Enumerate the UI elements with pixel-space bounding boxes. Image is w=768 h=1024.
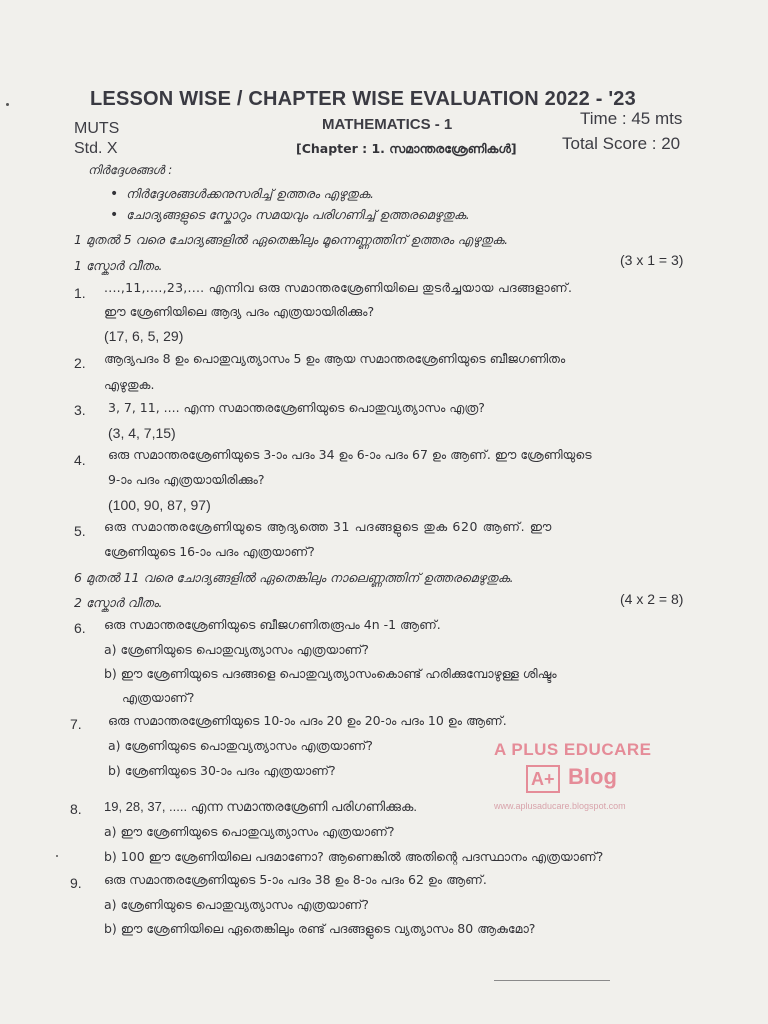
q5-line1: ഒരു സമാന്തരശ്രേണിയുടെ ആദ്യത്തെ 31 പദങ്ങളുടെ തുക 620 ആണ്. ഈ bbox=[104, 519, 552, 534]
section1-marks: (3 x 1 = 3) bbox=[620, 252, 684, 268]
subject-label: MATHEMATICS - 1 bbox=[322, 116, 453, 133]
q8-part-a: a) ഈ ശ്രേണിയുടെ പൊതുവ്യത്യാസം എത്രയാണ്? bbox=[104, 824, 395, 839]
q8-number: 8. bbox=[70, 801, 82, 817]
q4-options: (100, 90, 87, 97) bbox=[108, 497, 211, 513]
section2-instruction: 6 മുതൽ 11 വരെ ചോദ്യങ്ങളിൽ ഏതെങ്കിലും നാലെണ്ണത്തിന് ഉത്തരമെഴുതുക. bbox=[74, 570, 514, 585]
q5-number: 5. bbox=[74, 523, 86, 539]
scan-speck bbox=[6, 103, 9, 106]
q4-line2: 9-ാം പദം എത്രയായിരിക്കും? bbox=[108, 472, 265, 487]
q2-line1: ആദ്യപദം 8 ഉം പൊതുവ്യത്യാസം 5 ഉം ആയ സമാന്തരശ്രേണിയുടെ ബീജഗണിതം bbox=[104, 351, 566, 366]
school-name: MUTS bbox=[74, 120, 120, 137]
std-label: Std. X bbox=[74, 140, 118, 157]
watermark-blog: Blog bbox=[568, 764, 617, 789]
section2-marks: (4 x 2 = 8) bbox=[620, 591, 684, 607]
scan-line bbox=[494, 980, 610, 981]
total-score-label: Total Score : 20 bbox=[562, 134, 681, 153]
instruction-item-2: • ചോദ്യങ്ങളുടെ സ്കോറും സമയവും പരിഗണിച്ച് ഉത്തരമെഴുതുക. bbox=[126, 207, 470, 223]
q3-number: 3. bbox=[74, 402, 86, 418]
page-title: LESSON WISE / CHAPTER WISE EVALUATION 2022 - '23 bbox=[90, 88, 636, 110]
q1-line2: ഈ ശ്രേണിയിലെ ആദ്യ പദം എത്രയായിരിക്കും? bbox=[104, 304, 375, 319]
q1-number: 1. bbox=[74, 285, 86, 301]
q8-line1: 19, 28, 37, ..... എന്ന സമാന്തരശ്രേണി പരിഗണിക്കുക. bbox=[104, 799, 417, 814]
section2-score: 2 സ്കോർ വീതം. bbox=[74, 595, 163, 610]
time-label: Time : 45 mts bbox=[580, 109, 683, 128]
q7-part-b: b) ശ്രേണിയുടെ 30-ാം പദം എത്രയാണ്? bbox=[108, 763, 336, 778]
q6-number: 6. bbox=[74, 620, 86, 636]
scan-speck bbox=[56, 855, 58, 857]
instruction-item-1: • നിർദ്ദേശങ്ങൾക്കനുസരിച്ച് ഉത്തരം എഴുതുക. bbox=[126, 186, 374, 202]
q8-part-b: b) 100 ഈ ശ്രേണിയിലെ പദമാണോ? ആണെങ്കിൽ അതിന്റെ പദസ്ഥാനം എത്രയാണ്? bbox=[104, 849, 604, 864]
q3-options: (3, 4, 7,15) bbox=[108, 425, 176, 441]
q2-number: 2. bbox=[74, 355, 86, 371]
q6-part-b-line1: b) ഈ ശ്രേണിയുടെ പദങ്ങളെ പൊതുവ്യത്യാസംകൊണ്ട് ഹരിക്കുമ്പോഴുള്ള ശിഷ്ടം bbox=[104, 666, 557, 681]
q7-line1: ഒരു സമാന്തരശ്രേണിയുടെ 10-ാം പദം 20 ഉം 20-ാം പദം 10 ഉം ആണ്. bbox=[108, 713, 507, 728]
q9-part-a: a) ശ്രേണിയുടെ പൊതുവ്യത്യാസം എത്രയാണ്? bbox=[104, 897, 369, 912]
q9-part-b: b) ഈ ശ്രേണിയിലെ ഏതെങ്കിലും രണ്ട് പദങ്ങളുടെ വ്യത്യാസം 80 ആകുമോ? bbox=[104, 921, 536, 936]
q1-line1: ....,11,....,23,.... എന്നിവ ഒരു സമാന്തരശ്രേണിയിലെ തുടർച്ചയായ പദങ്ങളാണ്. bbox=[104, 280, 573, 295]
q7-part-a: a) ശ്രേണിയുടെ പൊതുവ്യത്യാസം എത്രയാണ്? bbox=[108, 738, 373, 753]
q7-number: 7. bbox=[70, 716, 82, 732]
q6-line1: ഒരു സമാന്തരശ്രേണിയുടെ ബീജഗണിതരൂപം 4n -1 ആണ്. bbox=[104, 617, 441, 632]
q4-number: 4. bbox=[74, 452, 86, 468]
section1-instruction: 1 മുതൽ 5 വരെ ചോദ്യങ്ങളിൽ ഏതെങ്കിലും മൂന്നെണ്ണത്തിന് ഉത്തരം എഴുതുക. bbox=[74, 232, 509, 247]
chapter-label: [Chapter : 1. സമാന്തരശ്രേണികൾ] bbox=[296, 141, 517, 156]
q1-options: (17, 6, 5, 29) bbox=[104, 328, 184, 344]
q9-number: 9. bbox=[70, 875, 82, 891]
q4-line1: ഒരു സമാന്തരശ്രേണിയുടെ 3-ാം പദം 34 ഉം 6-ാം പദം 67 ഉം ആണ്. ഈ ശ്രേണിയുടെ bbox=[108, 447, 592, 462]
q9-line1: ഒരു സമാന്തരശ്രേണിയുടെ 5-ാം പദം 38 ഉം 8-ാം പദം 62 ഉം ആണ്. bbox=[104, 872, 487, 887]
watermark-logo-box: A+ bbox=[526, 765, 560, 793]
watermark-title: A PLUS EDUCARE bbox=[494, 740, 652, 759]
watermark-url: www.aplusaducare.blogspot.com bbox=[494, 801, 626, 811]
section1-score: 1 സ്കോർ വീതം. bbox=[74, 258, 163, 273]
q6-part-a: a) ശ്രേണിയുടെ പൊതുവ്യത്യാസം എത്രയാണ്? bbox=[104, 642, 369, 657]
q2-line2: എഴുതുക. bbox=[104, 377, 155, 392]
q3-line1: 3, 7, 11, .... എന്ന സമാന്തരശ്രേണിയുടെ പൊതുവ്യത്യാസം എത്ര? bbox=[108, 400, 485, 415]
instructions-heading: നിർദ്ദേശങ്ങൾ : bbox=[88, 163, 173, 177]
q5-line2: ശ്രേണിയുടെ 16-ാം പദം എത്രയാണ്? bbox=[104, 544, 315, 559]
q6-part-b-line2: എത്രയാണ്? bbox=[122, 690, 195, 705]
